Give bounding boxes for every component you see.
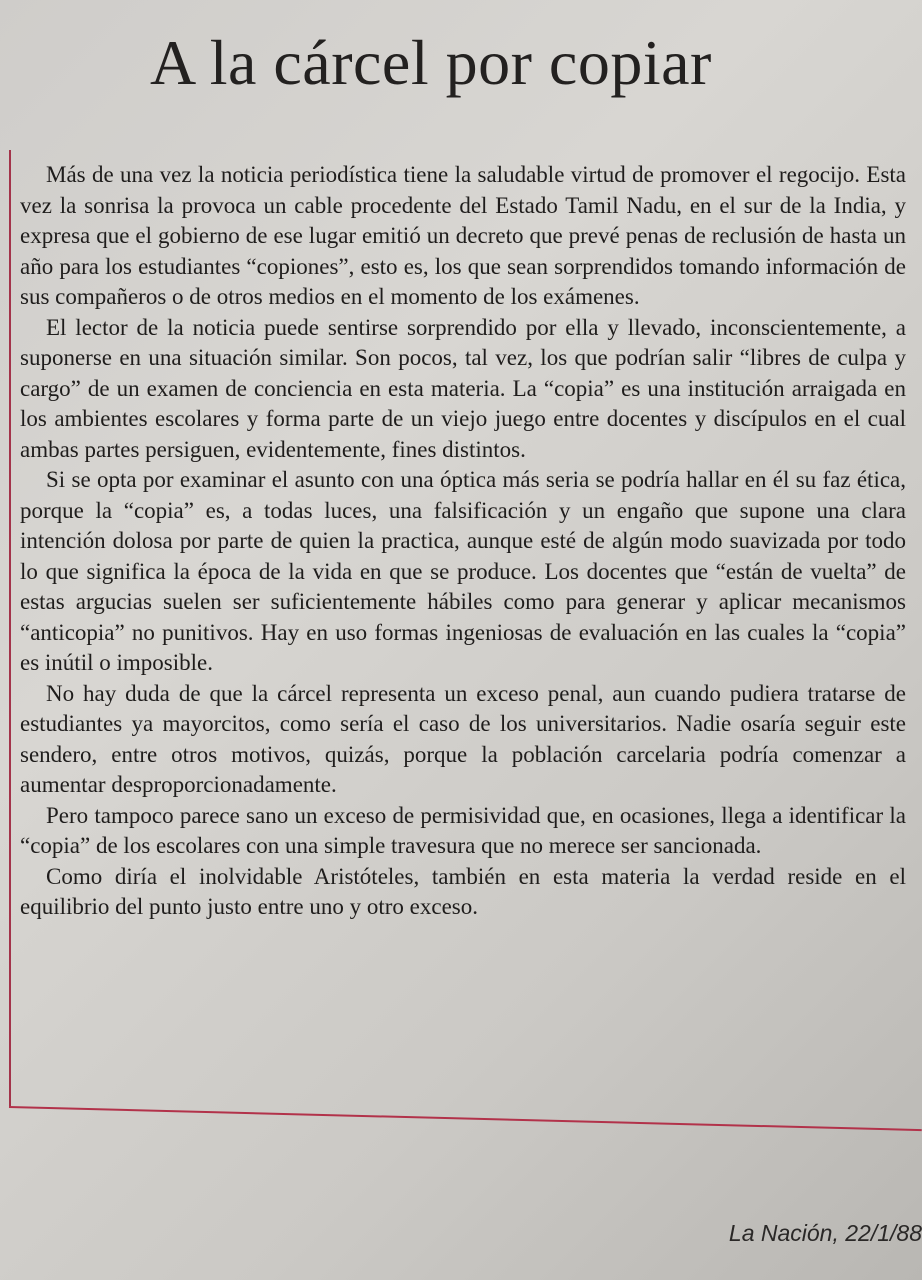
frame-left-border xyxy=(9,150,11,1108)
paragraph-6: Como diría el inolvidable Aristóteles, también en esta materia la verdad reside en el equilibrio del punto justo entre uno y otro exceso. xyxy=(20,863,906,919)
frame-bottom-border xyxy=(9,1106,922,1131)
article-title: A la cárcel por copiar xyxy=(150,27,712,98)
paragraph-5: Pero tampoco parece sano un exceso de permisividad que, en ocasiones, llega a identificar la “copia” de los escolares con una simple travesura que no merece ser sancionada. xyxy=(20,802,906,858)
article-body xyxy=(20,160,906,923)
paragraph-3: Si se opta por examinar el asunto con una óptica más seria se podría hallar en él su faz ética, porque la “copia” es, a todas luces, una falsificación y un engaño que supone una clara intención dolosa por parte de quien la practica, aunque esté de algún modo suavizada por todo lo que significa la época de la vida en que se produce. Los docentes que “están de vuelta” de estas argucias suelen ser suficientemente hábiles como para generar y aplicar mecanismos “anticopia” no punitivos. Hay en uso formas ingeniosas de evaluación en las cuales la “copia” es inútil o imposible. xyxy=(20,467,906,675)
paragraph-2: El lector de la noticia puede sentirse sorprendido por ella y llevado, inconscientemente, a suponerse en una situación similar. Son pocos, tal vez, los que podrían salir “libres de culpa y cargo” de un examen de conciencia en esta materia. La “copia” es una institución arraigada en los ambientes escolares y forma parte de un viejo juego entre docentes y discípulos en el cual ambas partes persiguen, evidentemente, fines distintos. xyxy=(20,314,906,462)
paragraph-4: No hay duda de que la cárcel representa un exceso penal, aun cuando pudiera tratarse de estudiantes ya mayorcitos, como sería el caso de los universitarios. Nadie osaría seguir este sendero, entre otros motivos, quizás, porque la población carcelaria podría comenzar a aumentar desproporcionadamente. xyxy=(20,680,906,797)
source-citation: La Nación, 22/1/88 xyxy=(728,1220,922,1246)
paragraph-1: Más de una vez la noticia periodística tiene la saludable virtud de promover el regocijo. Esta vez la sonrisa la provoca un cable procedente del Estado Tamil Nadu, en el sur de la India, y expresa que el gobierno de ese lugar emitió un decreto que prevé penas de reclusión de hasta un año para los estudiantes “copiones”, esto es, los que sean sorprendidos tomando información de sus compañeros o de otros medios en el momento de los exámenes. xyxy=(20,162,906,309)
